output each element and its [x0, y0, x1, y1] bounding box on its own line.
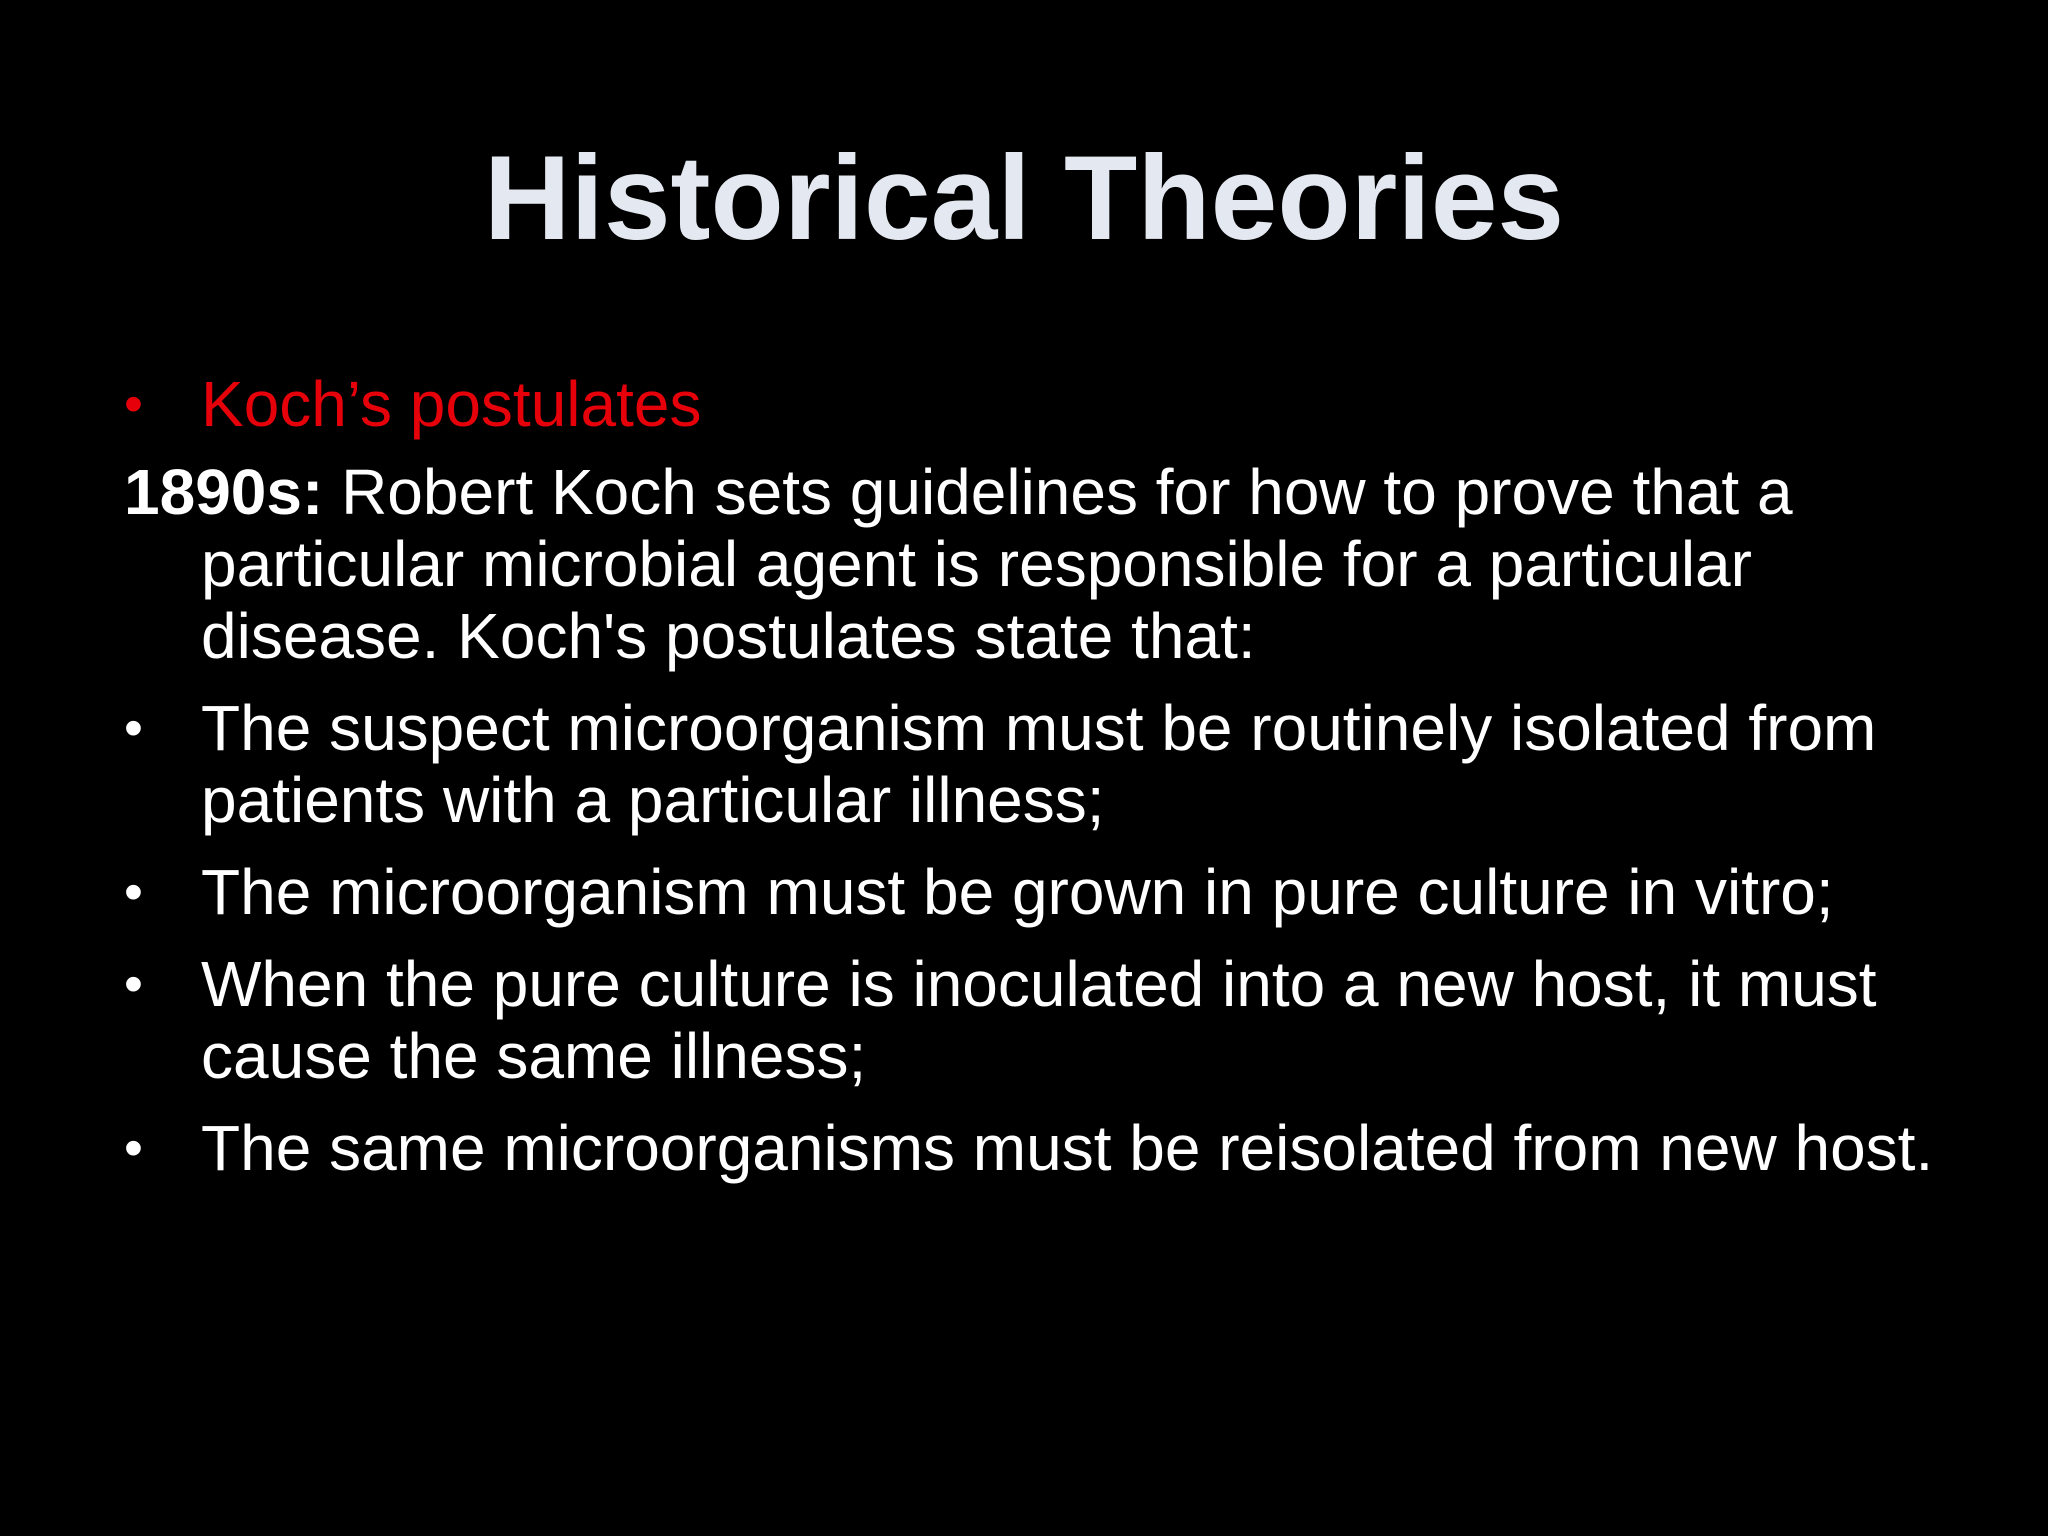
bullet-icon: •	[124, 954, 143, 1014]
bullet-kochs-postulates	[124, 368, 1984, 440]
slide-body	[124, 368, 1984, 1184]
bullet-icon: •	[124, 862, 143, 922]
intro-paragraph	[124, 456, 1984, 672]
postulate-item-4	[124, 1112, 1984, 1184]
intro-label: 1890s:	[124, 456, 324, 528]
slide-title: Historical Theories	[483, 131, 1565, 265]
bullet-icon: •	[124, 1118, 143, 1178]
bullet-text: Koch’s postulates	[201, 368, 702, 440]
postulate-item-3	[124, 948, 1984, 1092]
postulate-item-2	[124, 856, 1984, 928]
bullet-icon: •	[124, 698, 143, 758]
postulate-text: When the pure culture is inoculated into a new host, it must cause the same illness;	[201, 948, 1877, 1092]
postulate-text: The suspect microorganism must be routinely isolated from patients with a particular illness;	[201, 692, 1877, 836]
postulate-item-1	[124, 692, 1984, 836]
postulate-text: The microorganism must be grown in pure culture in vitro;	[201, 856, 1834, 928]
postulate-text: The same microorganisms must be reisolated from new host.	[201, 1112, 1934, 1184]
intro-text: Robert Koch sets guidelines for how to prove that a particular microbial agent is responsible for a particular disease. Koch's postulates state that:	[201, 456, 1793, 672]
bullet-icon: •	[124, 374, 143, 434]
